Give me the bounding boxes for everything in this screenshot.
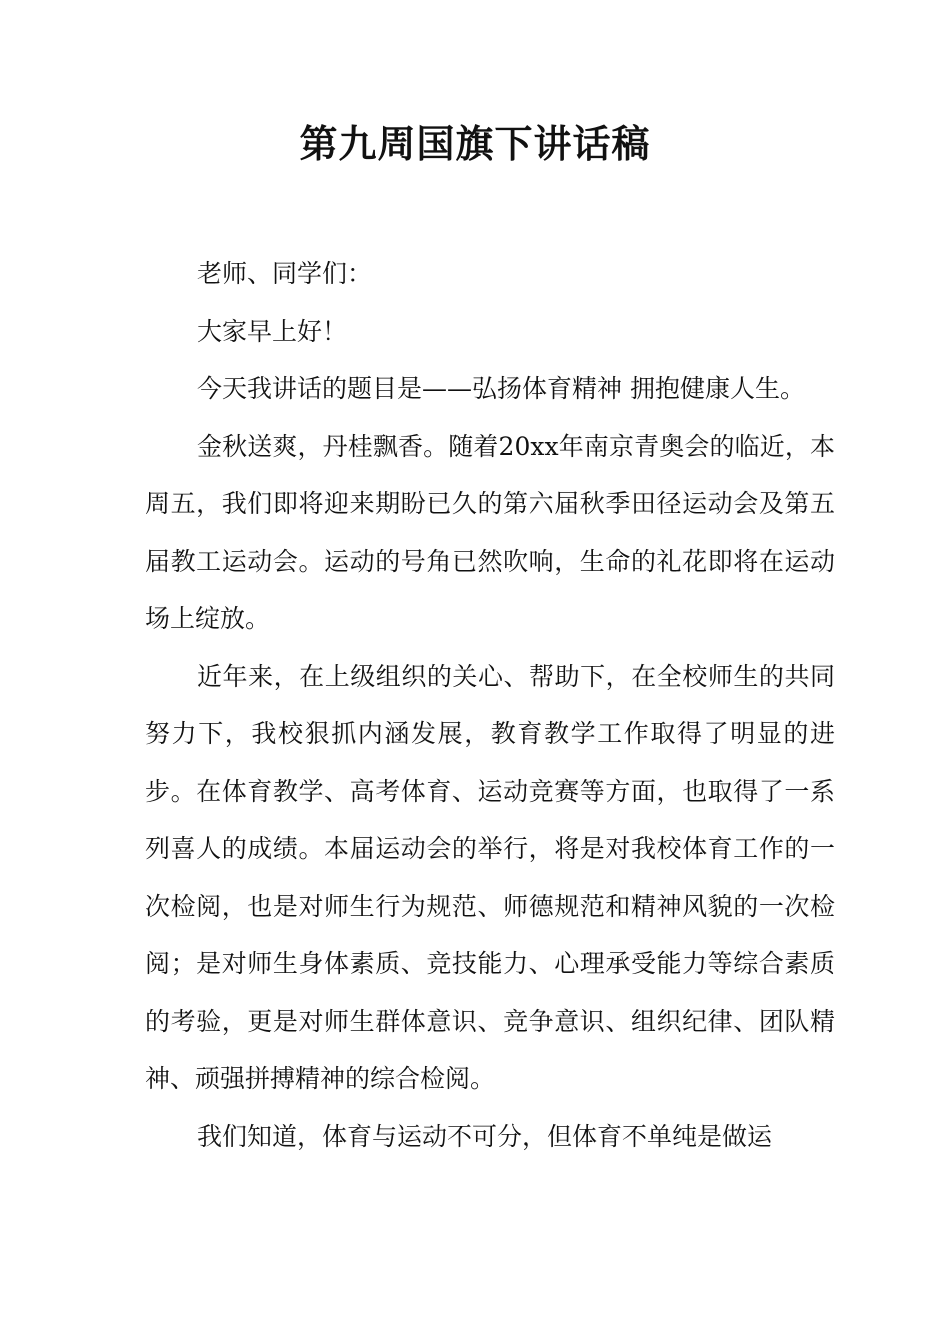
paragraph-greeting: 老师、同学们：	[197, 259, 373, 288]
document-body	[145, 245, 835, 1165]
paragraph-sports-meet: 金秋送爽，丹桂飘香。随着20xx年南京青奥会的临近，本周五，我们即将迎来期盼已久的第六届秋季田径运动会及第五届教工运动会。运动的号角已然吹响，生命的礼花即将在运动场上绽放。	[145, 431, 835, 633]
paragraph-topic: 今天我讲话的题目是——弘扬体育精神 拥抱健康人生。	[197, 374, 805, 403]
paragraph-morning: 大家早上好！	[197, 316, 348, 346]
paragraph-sports-meaning: 我们知道，体育与运动不可分，但体育不单纯是做运	[197, 1121, 773, 1151]
paragraph-achievements: 近年来，在上级组织的关心、帮助下，在全校师生的共同努力下，我校狠抓内涵发展，教育教学工作取得了明显的进步。在体育教学、高考体育、运动竞赛等方面，也取得了一系列喜人的成绩。本届运动会的举行，将是对我校体育工作的一次检阅，也是对师生行为规范、师德规范和精神风貌的一次检阅；是对师生身体素质、竞技能力、心理承受能力等综合素质的考验，更是对师生群体意识、竞争意识、组织纪律、团队精神、顽强拼搏精神的综合检阅。	[145, 661, 835, 1093]
document-title: 第九周国旗下讲话稿	[299, 121, 651, 166]
